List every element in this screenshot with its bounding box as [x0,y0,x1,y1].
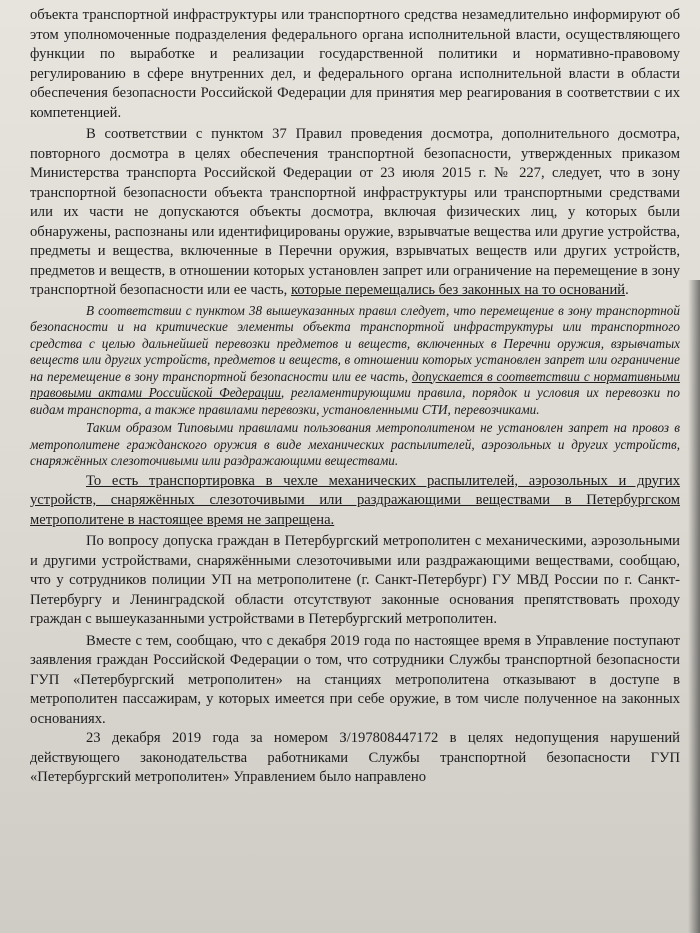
letter-body [30,6,680,788]
rule-38-underlined: допускается в соответствии с нормативными правовыми актами Российской Федерации [30,368,681,400]
paragraph-conclusion: То есть транспортировка в чехле механических распылителей, аэрозольных и других устройств, снаряжённых слезоточивыми или раздражающими веществами в Петербургском метрополитене в настоящее время не запрещена. [30,472,680,528]
paragraph-december-letter: 23 декабря 2019 года за номером З/197808447172 в целях недопущения нарушений действующего законодательства работниками Службы транспортной безопасности ГУП «Петербургский метрополитен» Управлением было направлено [30,730,680,785]
paragraph-complaints: Вместе с тем, сообщаю, что с декабря 2019 года по настоящее время в Управление поступают заявления граждан Российской Федерации о том, что сотрудники Службы транспортной безопасности ГУП «Петербургский метрополитен» на станциях метрополитена отказывают в доступе в метрополитен пассажирам, у которых имеется при себе оружие, в том числе полученное на законных основаниях. [30,632,680,727]
paragraph-typical-rules: Таким образом Типовыми правилами пользования метрополитеном не установлен запрет на провоз в метрополитене гражданского оружия в виде механических распылителей, аэрозольных и других устройств, снаряжённых слезоточивыми или раздражающими веществами. [30,420,680,468]
rule-37-text: В соответствии с пунктом 37 Правил проведения досмотра, дополнительного досмотра, повторного досмотра в целях обеспечения транспортной безопасности, утвержденных приказом Министерства транспорта Российской Федерации от 23 июля 2015 г. № 227, следует, что в зону транспортной безопасности объекта транспортной инфраструктуры или транспортными средствами или их части не допускаются объекты досмотра, включая физических лиц, у которых были обнаружены, распознаны или идентифицированы оружие, взрывчатые вещества или другие устройства, предметы и вещества, включенные в Перечни оружия, взрывчатых веществ или других устройств, предметов и веществ, в отношении которых установлен запрет или ограничение на перемещение в зону транспортной безопасности или ее часть, [30,126,680,298]
paragraph-rule-38 [30,303,680,419]
paragraph-police-access: По вопросу допуска граждан в Петербургский метрополитен с механическими, аэрозольными и другими устройствами, снаряжёнными слезоточивыми или раздражающими веществами, сообщаю, что у сотрудников полиции УП на метрополитене (г. Санкт-Петербург) ГУ МВД России по г. Санкт-Петербургу и Ленинградской области отсутствуют законные основания препятствовать проходу граждан с вышеуказанными устройствами в Петербургский метрополитен. [30,533,680,627]
rule-38-tail: , регламентирующими правила, порядок и условия их перевозки по видам транспорта, а также правилами перевозки, установленными СТИ, перевозчиками. [30,385,680,417]
paragraph-rule-37: В соответствии с пунктом 37 Правил проведения досмотра, дополнительного досмотра, повторного досмотра в целях обеспечения транспортной безопасности, утвержденных приказом Министерства транспорта Российской Федерации от 23 июля 2015 г. № 227, следует, что в зону транспортной безопасности объекта транспортной инфраструктуры или транспортными средствами или их части не допускаются объекты досмотра, включая физических лиц, у которых были обнаружены, распознаны или идентифицированы оружие, взрывчатые вещества или другие устройства, предметы и вещества, включенные в Перечни оружия, взрывчатых веществ или других устройств, предметов и веществ, в отношении которых установлен запрет или ограничение на перемещение в зону транспортной безопасности или ее часть, которые перемещались без законных на то оснований. [30,126,680,298]
page-edge-shadow [688,280,700,933]
rule-37-underlined: которые перемещались без законных на то оснований [290,282,626,298]
rule-38-text: В соответствии с пунктом 38 вышеуказанных правил следует, что перемещение в зону транспортной безопасности и на критические элементы объекта транспортной инфраструктуры или транспортного средства с целью дальнейшей перевозки предметов и веществ, включенных в Перечни оружия, взрывчатых веществ или других устройств, предметов и веществ, в отношении которых установлен запрет или ограничение на перемещение в зону транспортной безопасности или ее часть, [30,302,680,384]
paragraph-continuation: объекта транспортной инфраструктуры или транспортного средства незамедлительно информируют об этом уполномоченные подразделения федерального органа исполнительной власти, осуществляющего функции по выработке и реализации государственной политики и нормативно-правовому регулированию в сфере внутренних дел, и федерального органа исполнительной власти в области обеспечения безопасности Российской Федерации для принятия мер реагирования в соответствии с их компетенцией. [30,7,680,121]
